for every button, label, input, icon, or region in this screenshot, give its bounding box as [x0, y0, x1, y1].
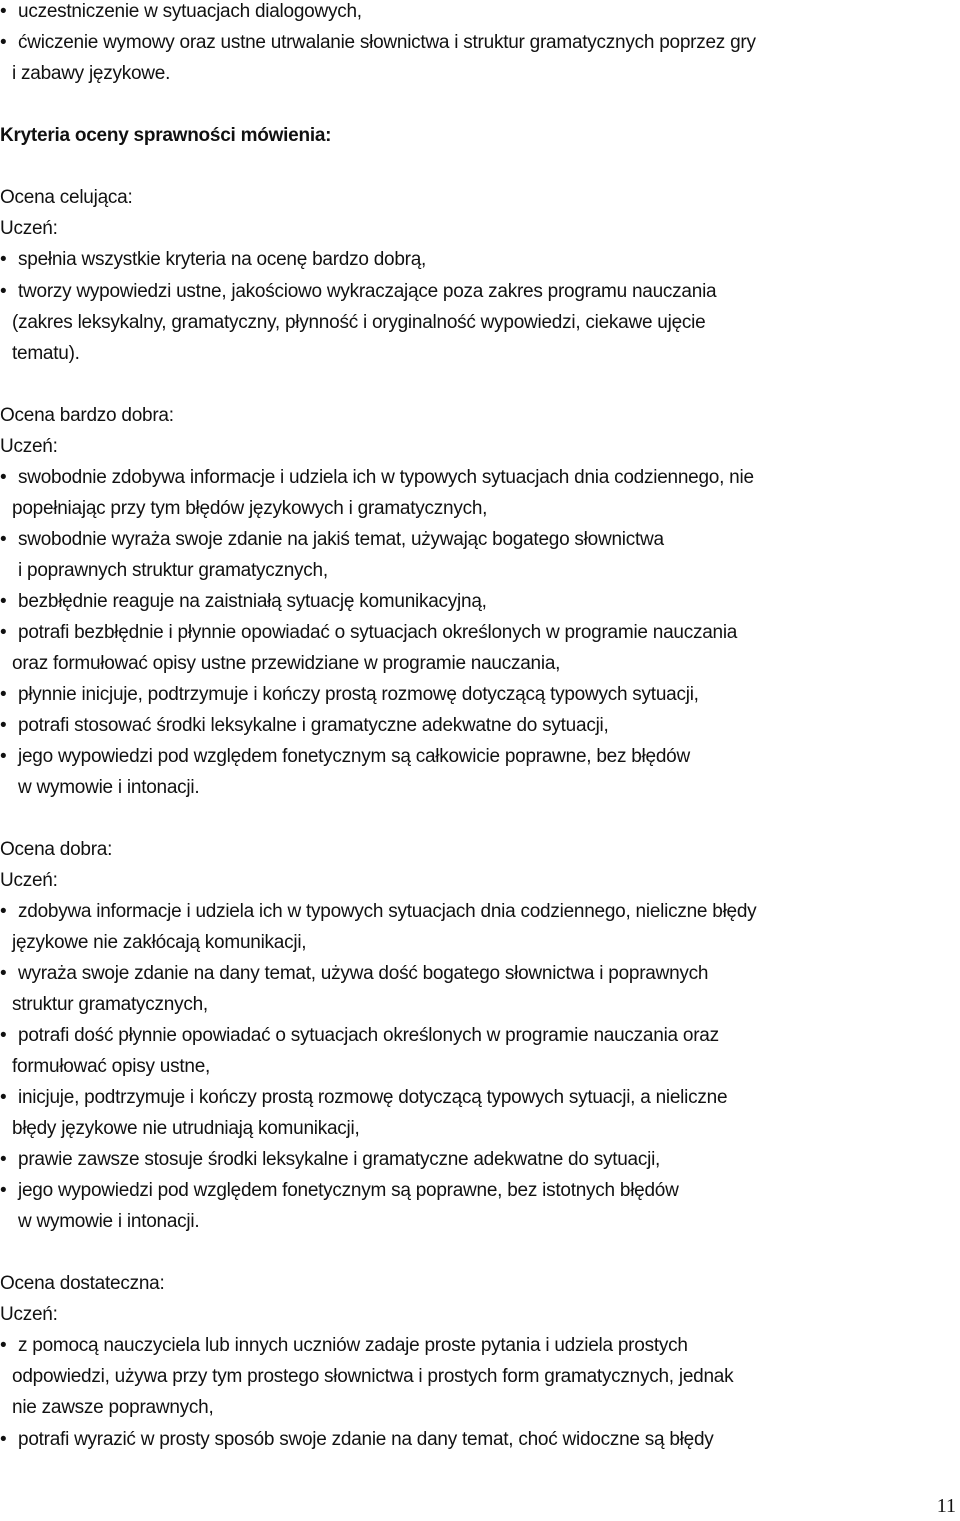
- student-label: Uczeń:: [0, 436, 58, 457]
- list-item-text: w wymowie i intonacji.: [18, 1211, 200, 1232]
- bullet: •: [0, 684, 7, 705]
- list-item-continuation: [0, 493, 955, 524]
- list-item-continuation: [0, 338, 955, 369]
- list-item: [0, 710, 955, 741]
- list-item-text: jego wypowiedzi pod względem fonetycznym są poprawne, bez istotnych błędów: [18, 1180, 679, 1201]
- bullet: •: [0, 746, 7, 767]
- bullet: •: [0, 901, 7, 922]
- list-item: [0, 1330, 955, 1361]
- list-item-text: błędy językowe nie utrudniają komunikacji,: [12, 1118, 360, 1139]
- list-item-text: jego wypowiedzi pod względem fonetycznym są całkowicie poprawne, bez błędów: [18, 746, 690, 767]
- list-item-continuation: [0, 307, 955, 338]
- list-item-text: popełniając przy tym błędów językowych i gramatycznych,: [12, 498, 488, 519]
- list-item-continuation: [0, 927, 955, 958]
- list-item-continuation: [0, 555, 955, 586]
- list-item-text: (zakres leksykalny, gramatyczny, płynność i oryginalność wypowiedzi, ciekawe ujęcie: [12, 312, 706, 333]
- bullet: •: [0, 281, 7, 302]
- list-item-text: w wymowie i intonacji.: [18, 777, 200, 798]
- list-item: [0, 524, 955, 555]
- grade-heading: Ocena dostateczna:: [0, 1273, 165, 1294]
- list-item-text: oraz formułować opisy ustne przewidziane w programie nauczania,: [12, 653, 561, 674]
- bullet: •: [0, 529, 7, 550]
- list-item-text: bezbłędnie reaguje na zaistniałą sytuację komunikacyjną,: [18, 591, 487, 612]
- list-item-continuation: [0, 58, 955, 89]
- bullet: •: [0, 715, 7, 736]
- student-label: Uczeń:: [0, 218, 58, 239]
- list-item-text: i poprawnych struktur gramatycznych,: [18, 560, 328, 581]
- list-item: [0, 244, 955, 275]
- list-item-text: nie zawsze poprawnych,: [12, 1397, 214, 1418]
- list-item: [0, 896, 955, 927]
- list-item-continuation: [0, 1392, 955, 1423]
- list-item: [0, 958, 955, 989]
- student-label: Uczeń:: [0, 870, 58, 891]
- list-item-continuation: [0, 989, 955, 1020]
- list-item-text: odpowiedzi, używa przy tym prostego słownictwa i prostych form gramatycznych, jednak: [12, 1366, 734, 1387]
- list-item: [0, 1424, 955, 1455]
- bullet: •: [0, 467, 7, 488]
- page-number: 11: [936, 1495, 956, 1517]
- list-item-text: tematu).: [12, 343, 80, 364]
- list-item-text: z pomocą nauczyciela lub innych uczniów zadaje proste pytania i udziela prostych: [18, 1335, 688, 1356]
- list-item-text: spełnia wszystkie kryteria na ocenę bardzo dobrą,: [18, 249, 427, 270]
- bullet: •: [0, 32, 7, 53]
- list-item: [0, 741, 955, 772]
- bullet: •: [0, 1087, 7, 1108]
- list-item-text: płynnie inicjuje, podtrzymuje i kończy prostą rozmowę dotyczącą typowych sytuacji,: [18, 684, 699, 705]
- bullet: •: [0, 1, 7, 22]
- list-item: [0, 462, 955, 493]
- list-item-text: językowe nie zakłócają komunikacji,: [12, 932, 307, 953]
- list-item-text: struktur gramatycznych,: [12, 994, 208, 1015]
- list-item-text: potrafi wyrazić w prosty sposób swoje zdanie na dany temat, choć widoczne są błędy: [18, 1429, 714, 1450]
- list-item-text: potrafi stosować środki leksykalne i gramatyczne adekwatne do sytuacji,: [18, 715, 609, 736]
- list-item-text: potrafi bezbłędnie i płynnie opowiadać o sytuacjach określonych w programie nauczania: [18, 622, 738, 643]
- bullet: •: [0, 1180, 7, 1201]
- bullet: •: [0, 622, 7, 643]
- list-item-continuation: [0, 1113, 955, 1144]
- list-item: [0, 679, 955, 710]
- list-item: [0, 27, 955, 58]
- list-item-text: uczestniczenie w sytuacjach dialogowych,: [18, 1, 362, 22]
- student-label: Uczeń:: [0, 1304, 58, 1325]
- list-item-text: potrafi dość płynnie opowiadać o sytuacjach określonych w programie nauczania oraz: [18, 1025, 719, 1046]
- bullet: •: [0, 1149, 7, 1170]
- bullet: •: [0, 1335, 7, 1356]
- list-item-continuation: [0, 648, 955, 679]
- grade-heading: Ocena celująca:: [0, 187, 133, 208]
- bullet: •: [0, 963, 7, 984]
- list-item-continuation: [0, 1206, 955, 1237]
- list-item-text: zdobywa informacje i udziela ich w typowych sytuacjach dnia codziennego, nieliczne błędy: [18, 901, 757, 922]
- list-item-continuation: [0, 772, 955, 803]
- list-item: [0, 1175, 955, 1206]
- grade-heading: Ocena bardzo dobra:: [0, 405, 174, 426]
- list-item-text: prawie zawsze stosuje środki leksykalne i gramatyczne adekwatne do sytuacji,: [18, 1149, 661, 1170]
- list-item: [0, 586, 955, 617]
- list-item: [0, 0, 955, 27]
- bullet: •: [0, 591, 7, 612]
- list-item-continuation: [0, 1361, 955, 1392]
- list-item-continuation: [0, 1051, 955, 1082]
- list-item: [0, 1020, 955, 1051]
- list-item-text: swobodnie zdobywa informacje i udziela ich w typowych sytuacjach dnia codziennego, nie: [18, 467, 754, 488]
- list-item: [0, 276, 955, 307]
- list-item: [0, 617, 955, 648]
- list-item-text: ćwiczenie wymowy oraz ustne utrwalanie słownictwa i struktur gramatycznych poprzez gry: [18, 32, 756, 53]
- list-item-text: inicjuje, podtrzymuje i kończy prostą rozmowę dotyczącą typowych sytuacji, a nieliczne: [18, 1087, 728, 1108]
- bullet: •: [0, 1025, 7, 1046]
- list-item-text: tworzy wypowiedzi ustne, jakościowo wykraczające poza zakres programu nauczania: [18, 281, 717, 302]
- section-title: Kryteria oceny sprawności mówienia:: [0, 125, 332, 146]
- grade-heading: Ocena dobra:: [0, 839, 113, 860]
- bullet: •: [0, 249, 7, 270]
- list-item: [0, 1144, 955, 1175]
- list-item-text: i zabawy językowe.: [12, 63, 171, 84]
- list-item-text: swobodnie wyraża swoje zdanie na jakiś temat, używając bogatego słownictwa: [18, 529, 664, 550]
- bullet: •: [0, 1429, 7, 1450]
- list-item: [0, 1082, 955, 1113]
- list-item-text: wyraża swoje zdanie na dany temat, używa dość bogatego słownictwa i poprawnych: [18, 963, 709, 984]
- list-item-text: formułować opisy ustne,: [12, 1056, 211, 1077]
